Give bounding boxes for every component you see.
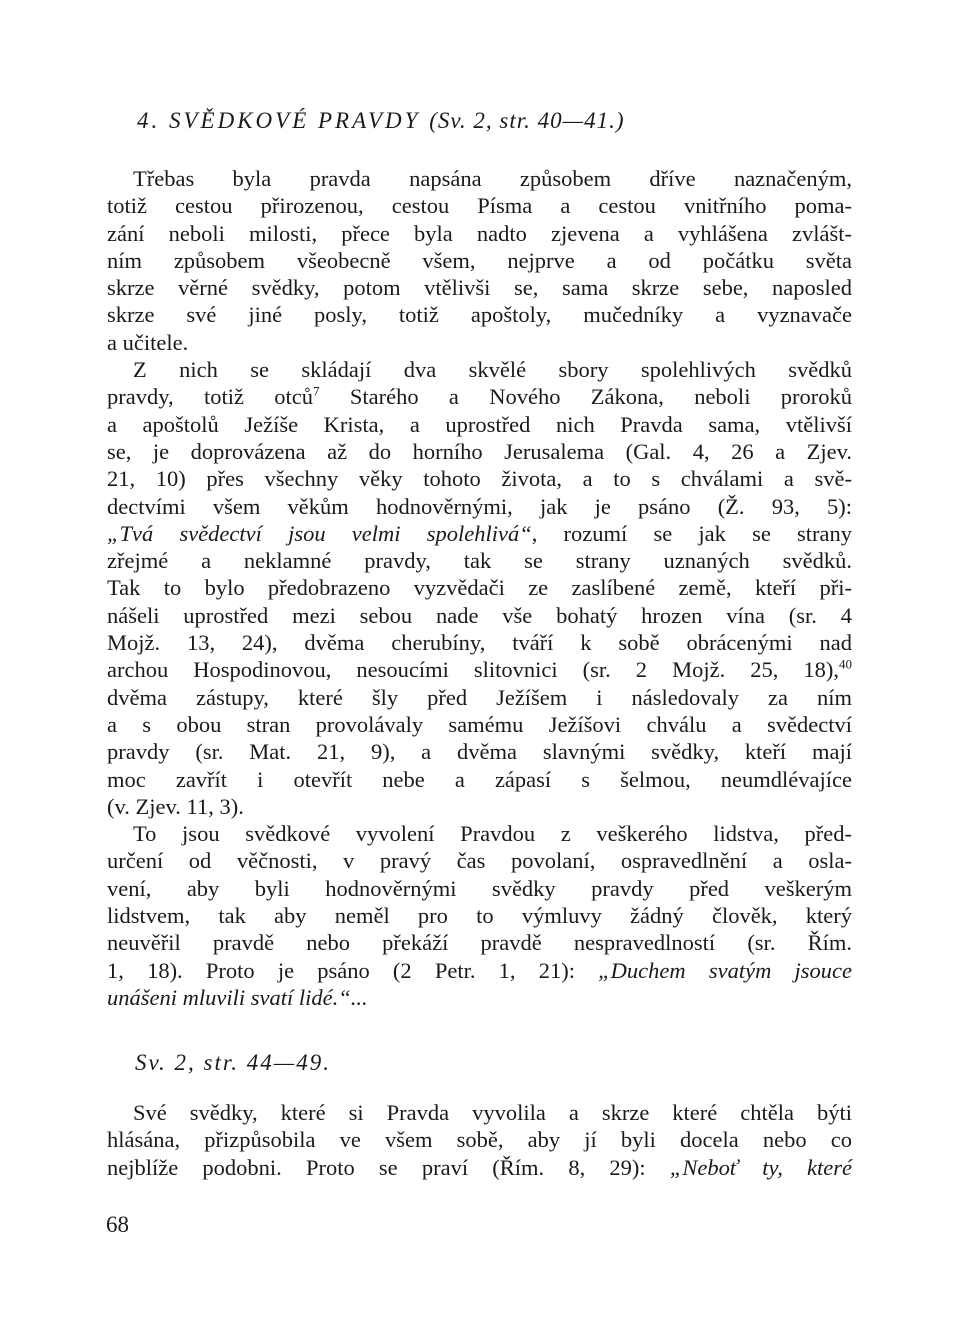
text-line: neuvěřil pravdě nebo překáží pravdě nespravedlností (sr. Řím. [107, 930, 852, 956]
text-line [107, 1154, 852, 1181]
footnote-marker: 40 [839, 656, 852, 672]
text-fragment: Starého a Nového Zákona, neboli proroků [349, 384, 852, 410]
text-line: a apoštolů Ježíše Krista, a uprostřed nich Pravda sama, vtělivší [107, 411, 852, 437]
text-line: dectvími všem věkům hodnověrnými, jak je psáno (Ž. 93, 5): [107, 493, 852, 519]
text-line: určení od věčnosti, v pravý čas povolaní, ospravedlnění a osla- [107, 848, 852, 874]
text-line: hlásána, přizpůsobila ve všem sobě, aby jí byli docela nebo co [107, 1127, 852, 1153]
text-line [107, 656, 852, 683]
text-line: lidstvem, tak aby neměl pro to výmluvy žádný člověk, který [107, 903, 852, 929]
text-line: dvěma zástupy, které šly před Ježíšem i následovaly za ním [107, 684, 852, 710]
quotation: „Tvá svědectví jsou velmi spolehlivá“ [107, 520, 532, 546]
text-line: a učitele. [107, 329, 189, 355]
text-line: ním způsobem všeobecně všem, nejprve a od počátku světa [107, 247, 852, 273]
chapter-reference: (Sv. 2, str. 40—41.) [429, 108, 625, 133]
text-line [107, 957, 852, 984]
text-line [107, 383, 852, 410]
footnote-marker: 7 [313, 383, 320, 399]
quotation: „Duchem svatým jsouce [598, 957, 852, 983]
section-heading: Sv. 2, str. 44—49. [135, 1050, 331, 1075]
text-line: a s obou stran provolávaly samému Ježíšovi chválu a svědectví [107, 711, 852, 737]
text-line: skrze věrné svědky, potom vtělivši se, sama skrze sebe, naposled [107, 275, 852, 301]
text-line: Mojž. 13, 24), dvěma cherubíny, tváří k sobě obrácenými nad [107, 630, 852, 656]
text-fragment: , rozumí se jak se strany [531, 520, 852, 546]
text-line: Třebas byla pravda napsána způsobem dříve naznačeným, [133, 166, 852, 191]
text-fragment: nejblíže podobni. Proto se praví (Řím. 8, 29): [107, 1154, 646, 1180]
text-line: zání neboli milosti, přece byla nadto zjevena a vyhlášena zvlášt- [107, 220, 852, 246]
text-line: se, je doprovázena až do horního Jerusalema (Gal. 4, 26 a Zjev. [107, 438, 852, 464]
chapter-title: 4. SVĚDKOVÉ PRAVDY [137, 108, 421, 133]
text-line: zřejmé a neklamné pravdy, tak se strany uznaných svědků. [107, 548, 852, 574]
text-fragment: 1, 18). Proto je psáno (2 Petr. 1, 21): [107, 957, 575, 983]
text-line: 21, 10) přes všechny věky tohoto života, a to s chválami a svě- [107, 466, 852, 492]
chapter-heading [137, 108, 624, 134]
text-line: nášeli uprostřed mezi sebou nade vše bohatý hrozen vína (sr. 4 [107, 602, 852, 628]
text-line: moc zavřít i otevřít nebe a zápasí s šelmou, neumdlévajíce [107, 766, 852, 792]
text-line [107, 520, 852, 547]
quotation-line: unášeni mluvili svatí lidé.“... [107, 984, 368, 1010]
text-fragment: archou Hospodinovou, nesoucími slitovnici (sr. 2 Mojž. 25, 18), [107, 657, 839, 683]
quotation: „Neboť ty, které [669, 1154, 853, 1180]
text-fragment: pravdy, totiž otců [107, 384, 314, 410]
text-line: skrze své jiné posly, totiž apoštoly, mučedníky a vyznavače [107, 302, 852, 328]
text-line: To jsou svědkové vyvolení Pravdou z veškerého lidstva, před- [133, 821, 852, 847]
text-line: Své svědky, které si Pravda vyvolila a skrze které chtěla býti [133, 1100, 852, 1125]
text-line: (v. Zjev. 11, 3). [107, 793, 244, 819]
page-number: 68 [106, 1212, 129, 1237]
section-1-text [107, 165, 852, 1011]
text-line: Tak to bylo předobrazeno vyzvědači ze zaslíbené země, kteří při- [107, 575, 852, 601]
text-line: totiž cestou přirozenou, cestou Písma a cestou vnitřního poma- [107, 193, 852, 219]
section-2-text [107, 1099, 852, 1181]
text-line: vení, aby byli hodnověrnými svědky pravdy před veškerým [107, 875, 852, 901]
text-line: Z nich se skládají dva skvělé sbory spolehlivých svědků [133, 357, 852, 383]
text-line: pravdy (sr. Mat. 21, 9), a dvěma slavnými svědky, kteří mají [107, 739, 852, 765]
